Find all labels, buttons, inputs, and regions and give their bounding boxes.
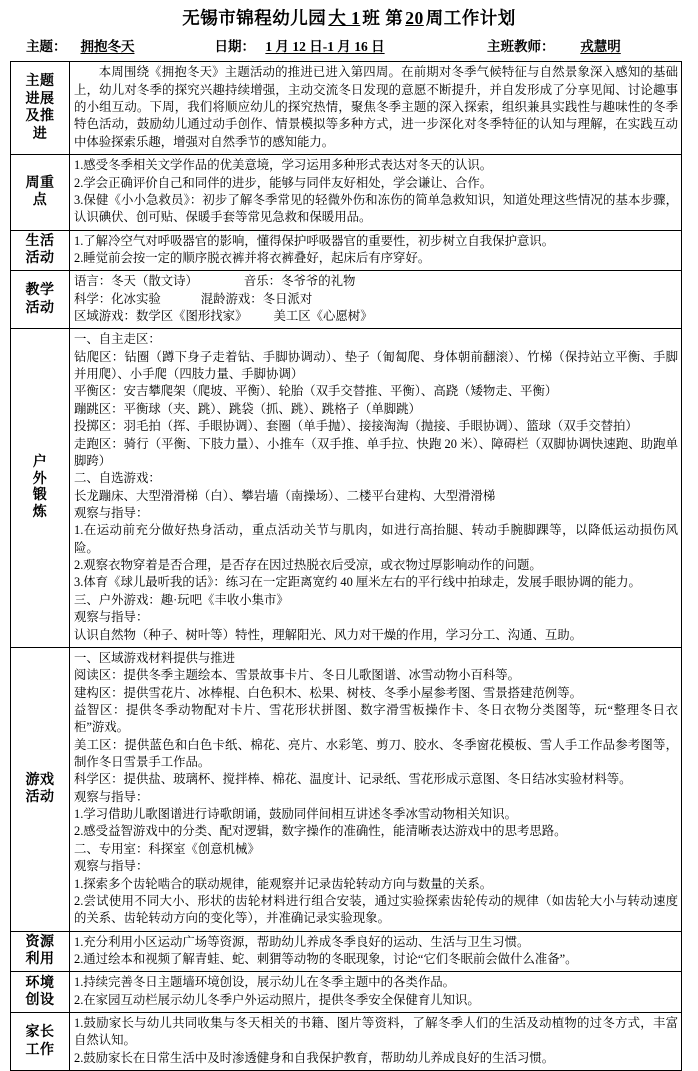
paragraph: 2.感受益智游戏中的分类、配对逻辑，数字操作的准确性，能清晰表达游戏中的思考思路。 <box>74 824 567 839</box>
paragraph: 本周围绕《拥抱冬天》主题活动的推进已进入第四周。在前期对冬季气候特征与自然景象深入感知的基础上，幼儿对冬季的探究兴趣持续增强，主动交流冬日发现的意愿不断提升，并自发形成了分享见闻、讨论趣事的小组互动。下周，我们将顺应幼儿的探究热情，聚焦冬季主题的深入探索，组织兼具实践性与趣味性的冬季特色活动，鼓励幼儿通过动手创作、情景模拟等多种方式，进一步深化对冬季特征的认知与理解，在实践互动中体验探索乐趣，增强对自然季节的感知能力。 <box>74 65 678 149</box>
row-label-lines <box>12 975 68 1010</box>
paragraph: 3.保健《小小急救员》：初步了解冬季常见的轻微外伤和冻伤的简单急救知识，知道处理这些情况的基本步骤，认识碘伏、创可贴、保暖手套等常见急救和保暖用品。 <box>74 192 678 225</box>
row-label-parent-work <box>11 1013 70 1071</box>
label-line: 外 <box>32 471 48 487</box>
label-line: 环境 <box>25 975 55 991</box>
label-line: 户 <box>32 455 48 471</box>
label-line: 活动 <box>25 790 55 806</box>
table-row-game-activity <box>11 647 682 931</box>
paragraph: 平衡区：安吉攀爬架（爬坡、平衡）、轮胎（双手交替推、平衡）、高跷（矮物走、平衡） <box>74 384 558 399</box>
row-label-lines <box>12 73 68 144</box>
paragraph: 2.尝试使用不同大小、形状的齿轮材料进行组合安装，通过实验探索齿轮传动的规律（如齿轮大小与转动速度的关系、齿轮转动方向的变化等），并准确记录实验现象。 <box>74 893 678 926</box>
paragraph: 一、区域游戏材料提供与推进 <box>74 650 236 665</box>
paragraph: 观察与指导： <box>74 506 149 520</box>
row-content-life-activity <box>70 230 682 271</box>
paragraph: 1.持续完善冬日主题墙环境创设，展示幼儿在冬季主题中的各类作品。 <box>74 975 456 990</box>
label-line: 周重 <box>25 175 55 191</box>
meta-date <box>215 35 396 55</box>
table-row-teaching-activity <box>11 271 682 329</box>
paragraph: 1.充分利用小区运动广场等资源，帮助幼儿养成冬季良好的运动、生活与卫生习惯。 <box>74 934 530 949</box>
label-line: 创设 <box>25 993 55 1009</box>
row-content-outdoor-exercise <box>70 329 682 647</box>
paragraph: 2.鼓励家长在日常生活中及时渗透健身和自我保护教育，帮助幼儿养成良好的生活习惯。 <box>74 1050 555 1065</box>
row-label-environment-creation <box>11 972 70 1013</box>
label-line: 教学 <box>25 283 55 299</box>
paragraph: 蹦跳区：平衡球（夹、跳）、跳袋（抓、跳）、跳格子（单脚跳） <box>74 401 421 416</box>
paragraph: 科学区：提供盐、玻璃杯、搅拌棒、棉花、温度计、记录纸、雪花形成示意图、冬日结冰实验材料等。 <box>74 772 632 787</box>
subject-b: 美工区《心愿树》 <box>273 309 373 324</box>
paragraph: 1.了解冷空气对呼吸器官的影响，懂得保护呼吸器官的重要性，初步树立自我保护意识。 <box>74 233 555 248</box>
subject-a: 区域游戏：数学区《图形找家》 <box>74 309 248 324</box>
paragraph: 2.在家园互动栏展示幼儿冬季户外运动照片，提供冬季安全保健育儿知识。 <box>74 992 480 1007</box>
meta-teacher-label: 主班教师： <box>487 39 555 55</box>
paragraph: 1.感受冬季相关文学作品的优美意境，学习运用多种形式表达对冬天的认识。 <box>74 158 493 173</box>
paragraph: 2.通过绘本和视频了解青蛙、蛇、刺猬等动物的冬眠现象，讨论“它们冬眠前会做什么准备”。 <box>74 951 578 966</box>
paragraph: 走跑区：骑行（平衡、下肢力量）、小推车（双手推、单手拉、快跑 20 米）、障碍栏（双脚协调快速跑、助跑单脚跨） <box>74 436 678 468</box>
row-label-lines <box>12 934 68 969</box>
week-suffix: 周工作计划 <box>425 8 516 28</box>
table-row-theme-progress <box>11 62 682 155</box>
row-label-lines <box>12 1024 68 1059</box>
paragraph: 二、专用室：科探室《创意机械》 <box>74 841 260 856</box>
page-title-prefix: 无锡市锦程幼儿园 <box>182 8 327 28</box>
table-row-environment-creation <box>11 972 682 1013</box>
paragraph: 二、自选游戏： <box>74 471 161 486</box>
weekly-plan-table <box>10 61 682 1071</box>
row-content-resource-use <box>70 931 682 972</box>
row-label-teaching-activity <box>11 271 70 329</box>
paragraph: 1.在运动前充分做好热身活动，重点活动关节与肌肉，如进行高抬腿、转动手腕脚踝等，以降低运动损伤风险。 <box>74 523 678 555</box>
paragraph: 2.睡觉前会按一定的顺序脱衣裤并将衣裤叠好，起床后有序穿好。 <box>74 250 431 265</box>
paragraph: 建构区：提供雪花片、冰棒棍、白色积木、松果、树枝、冬季小屋参考图、雪景搭建范例等。 <box>74 685 583 700</box>
paragraph: 益智区：提供冬季动物配对卡片、雪花形状拼图、数字滑雪板操作卡、冬日衣物分类图等，玩“整理冬日衣柜”游戏。 <box>74 702 678 735</box>
meta-theme-label: 主题： <box>26 39 67 55</box>
row-content-teaching-activity <box>70 271 682 329</box>
subject-a: 科学：化冰实验 <box>74 291 161 306</box>
row-content-environment-creation <box>70 972 682 1013</box>
row-label-week-focus <box>11 155 70 230</box>
paragraph: 1.学习借助儿歌图谱进行诗歌朗诵，鼓励同伴间相互讲述冬季冰雪动物相关知识。 <box>74 807 517 822</box>
label-line: 生活 <box>25 233 55 249</box>
label-line: 进 <box>32 126 48 142</box>
paragraph: 观察与指导： <box>74 610 149 625</box>
paragraph: 美工区：提供蓝色和白色卡纸、棉花、亮片、水彩笔、剪刀、胶水、冬季窗花模板、雪人手工作品参考图等，制作冬日雪景手工作品。 <box>74 737 678 770</box>
subject-b: 音乐：冬爷爷的礼物 <box>243 274 356 289</box>
week-value: 20 <box>405 8 424 28</box>
row-label-game-activity <box>11 647 70 931</box>
subject-a: 语言：冬天（散文诗） <box>74 274 198 289</box>
subject-b: 混龄游戏：冬日派对 <box>200 291 313 306</box>
paragraph: 2.学会正确评价自己和同伴的进步，能够与同伴友好相处，学会谦让、合作。 <box>74 175 493 190</box>
row-content-theme-progress <box>70 62 682 155</box>
label-line: 利用 <box>25 952 55 968</box>
row-label-lines <box>12 233 68 268</box>
label-line: 活动 <box>25 300 55 316</box>
label-line: 锻 <box>32 488 48 504</box>
label-line: 游戏 <box>25 772 55 788</box>
meta-date-label: 日期： <box>214 39 255 55</box>
row-content-parent-work <box>70 1013 682 1071</box>
paragraph: 阅读区：提供冬季主题绘本、雪景故事卡片、冬日儿歌图谱、冰雪动物小百科等。 <box>74 668 521 683</box>
paragraph: 三、户外游戏：趣·玩吧《丰收小集市》 <box>74 592 289 607</box>
table-row-outdoor-exercise <box>11 329 682 647</box>
table-row-resource-use <box>11 931 682 972</box>
meta-date-value: 1 月 12 日-1 月 16 日 <box>265 39 385 55</box>
label-line: 活动 <box>25 251 55 267</box>
paragraph: 长龙蹦床、大型滑滑梯（白）、攀岩墙（南操场）、二楼平台建构、大型滑滑梯 <box>74 488 496 503</box>
paragraph: 观察与指导： <box>74 789 149 804</box>
paragraph: 观察与指导： <box>74 859 149 874</box>
table-row-life-activity <box>11 230 682 271</box>
meta-row <box>0 33 698 61</box>
class-value: 大 1 <box>328 8 361 28</box>
row-content-week-focus <box>70 155 682 230</box>
label-line: 点 <box>32 193 48 209</box>
paragraph: 1.探索多个齿轮啮合的联动规律，能观察并记录齿轮转动方向与数量的关系。 <box>74 876 493 891</box>
meta-teacher <box>487 35 647 55</box>
meta-theme <box>26 35 149 55</box>
paragraph: 2.观察衣物穿着是否合理，是否存在因过热脱衣后受凉，或衣物过厚影响动作的问题。 <box>74 558 542 573</box>
paragraph <box>74 291 678 308</box>
label-line: 工作 <box>25 1042 55 1058</box>
label-line: 进展 <box>25 91 55 107</box>
paragraph: 认识自然物（种子、树叶等）特性，理解阳光、风力对干燥的作用，学习分工、沟通、互助。 <box>74 627 583 642</box>
class-suffix: 班 <box>362 8 381 28</box>
row-label-life-activity <box>11 230 70 271</box>
row-label-lines <box>12 772 68 807</box>
page-title <box>0 0 698 33</box>
paragraph <box>74 273 678 290</box>
row-label-outdoor-exercise <box>11 329 70 647</box>
row-content-game-activity <box>70 647 682 931</box>
row-label-lines <box>12 282 68 317</box>
paragraph: 钻爬区：钻圈（蹲下身子走着钻、手脚协调动）、垫子（匍匐爬、身体朝前翻滚）、竹梯（保持站立平衡、手脚并用爬）、小手爬（四肢力量、手脚协调） <box>74 349 678 382</box>
paragraph: 3.体育《球儿最听我的话》：练习在一定距离宽约 40 厘米左右的平行线中拍球走，发展手眼协调的能力。 <box>74 575 641 590</box>
meta-teacher-value: 戎慧明 <box>580 39 621 55</box>
label-line: 主题 <box>25 74 55 90</box>
label-line: 炼 <box>32 504 48 520</box>
row-label-lines <box>12 455 68 521</box>
row-label-lines <box>12 175 68 210</box>
table-row-week-focus <box>11 155 682 230</box>
paragraph: 1.鼓励家长与幼儿共同收集与冬天相关的书籍、图片等资料，了解冬季人们的生活及动植物的过冬方式，丰富自然认知。 <box>74 1016 678 1048</box>
table-row-parent-work <box>11 1013 682 1071</box>
week-label: 第 <box>385 8 404 28</box>
label-line: 家长 <box>25 1024 55 1040</box>
row-label-theme-progress <box>11 62 70 155</box>
label-line: 及推 <box>25 109 55 125</box>
paragraph: 投掷区：羽毛拍（挥、手眼协调）、套圈（单手抛）、接接淘淘（抛接、手眼协调）、篮球（双手交替拍） <box>74 419 638 434</box>
row-label-resource-use <box>11 931 70 972</box>
paragraph: 一、自主走区： <box>74 332 161 347</box>
meta-theme-value: 拥抱冬天 <box>80 39 135 55</box>
paragraph <box>74 308 678 325</box>
label-line: 资源 <box>25 934 55 950</box>
